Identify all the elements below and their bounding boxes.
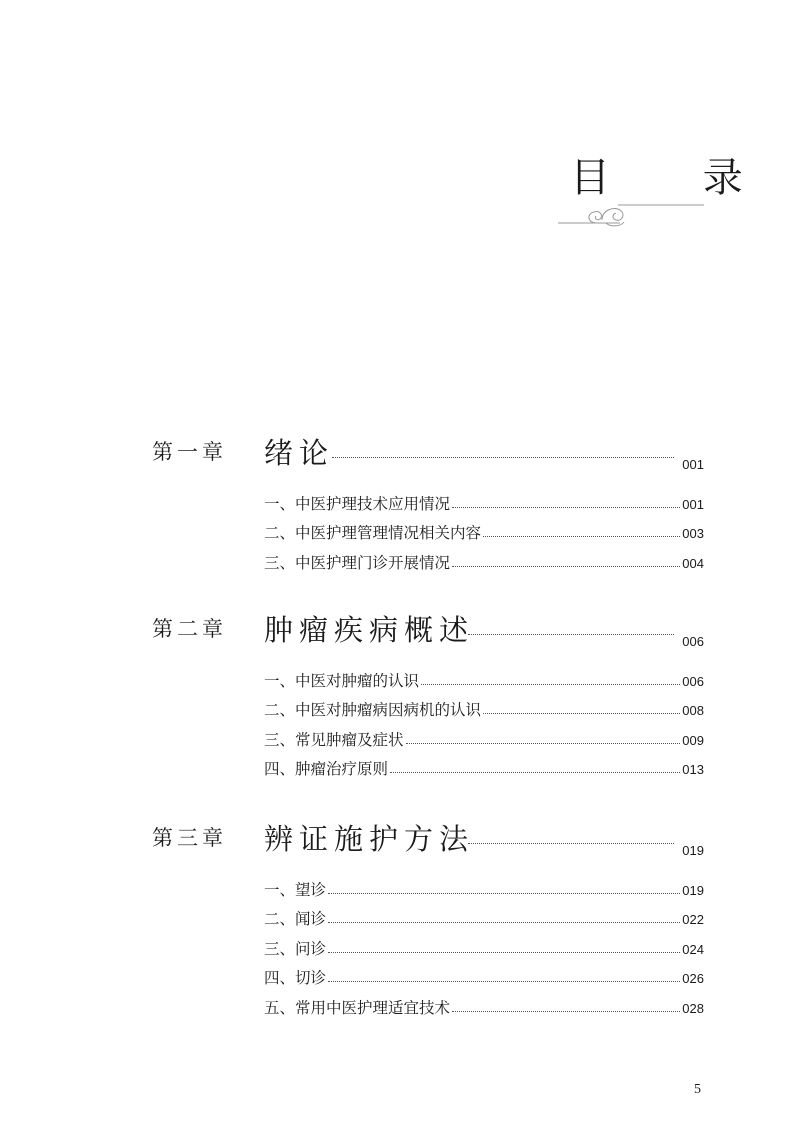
dot-leader (328, 981, 680, 982)
entry-text: 二、中医对肿瘤病因病机的认识 (264, 701, 482, 719)
toc-entry[interactable] (264, 900, 704, 930)
chapter-heading[interactable] (152, 814, 704, 858)
chapter-3 (152, 814, 704, 1018)
dot-leader (421, 684, 680, 685)
entry-text: 四、肿瘤治疗原则 (264, 760, 389, 778)
toc-entry[interactable] (264, 929, 704, 959)
entry-page: 009 (682, 732, 704, 748)
entry-text: 三、问诊 (264, 939, 327, 958)
entry-list (264, 661, 704, 779)
dot-leader (406, 743, 681, 744)
chapter-page: 019 (682, 843, 704, 858)
entry-text: 一、中医对肿瘤的认识 (264, 671, 420, 690)
entry-text: 一、中医护理技术应用情况 (264, 494, 451, 513)
entry-list (264, 484, 704, 573)
dot-leader (332, 457, 674, 458)
entry-page: 008 (682, 703, 704, 718)
toc-entry[interactable] (264, 484, 704, 514)
toc-entry[interactable] (264, 543, 704, 573)
dot-leader (328, 952, 680, 953)
entry-page: 001 (682, 496, 704, 512)
chapter-label: 第三章 (152, 826, 227, 850)
dot-leader (483, 713, 680, 714)
entry-text: 二、中医护理管理情况相关内容 (264, 524, 482, 542)
toc-entry[interactable] (264, 661, 704, 691)
chapter-page: 001 (682, 457, 704, 472)
entry-page: 024 (682, 941, 704, 957)
entry-list (264, 870, 704, 1018)
entry-page: 003 (682, 526, 704, 541)
entry-page: 028 (682, 1000, 704, 1016)
chapter-1 (152, 428, 704, 573)
entry-text: 三、常见肿瘤及症状 (264, 730, 404, 749)
toc-entry[interactable] (264, 750, 704, 780)
entry-text: 四、切诊 (264, 969, 327, 987)
toc-entry[interactable] (264, 691, 704, 721)
chapter-title: 绪论 (264, 436, 335, 470)
chapter-label: 第一章 (152, 440, 227, 464)
chapter-title: 辨证施护方法 (264, 822, 475, 856)
entry-text: 五、常用中医护理适宜技术 (264, 998, 451, 1017)
cloud-ornament-icon (558, 200, 704, 228)
entry-page: 006 (682, 673, 704, 689)
toc-entry[interactable] (264, 988, 704, 1018)
toc-entry[interactable] (264, 720, 704, 750)
dot-leader (468, 843, 674, 844)
entry-page: 022 (682, 912, 704, 927)
entry-page: 019 (682, 882, 704, 898)
dot-leader (452, 507, 680, 508)
toc-title: 目 录 (570, 155, 783, 201)
toc-entry[interactable] (264, 959, 704, 989)
page-number: 5 (694, 1082, 701, 1097)
chapter-heading[interactable] (152, 605, 704, 649)
dot-leader (328, 922, 680, 923)
dot-leader (468, 634, 674, 635)
chapter-label: 第二章 (152, 617, 227, 641)
entry-text: 三、中医护理门诊开展情况 (264, 553, 451, 572)
dot-leader (390, 772, 680, 773)
entry-text: 一、望诊 (264, 880, 327, 899)
chapter-2 (152, 605, 704, 779)
dot-leader (452, 566, 680, 567)
dot-leader (483, 536, 680, 537)
entry-text: 二、闻诊 (264, 910, 327, 928)
chapter-heading[interactable] (152, 428, 704, 472)
entry-page: 004 (682, 555, 704, 571)
toc-entry[interactable] (264, 870, 704, 900)
dot-leader (452, 1011, 680, 1012)
entry-page: 026 (682, 971, 704, 986)
toc-entry[interactable] (264, 514, 704, 544)
entry-page: 013 (682, 762, 704, 777)
chapter-page: 006 (682, 634, 704, 649)
dot-leader (328, 893, 680, 894)
chapter-title: 肿瘤疾病概述 (264, 613, 475, 647)
